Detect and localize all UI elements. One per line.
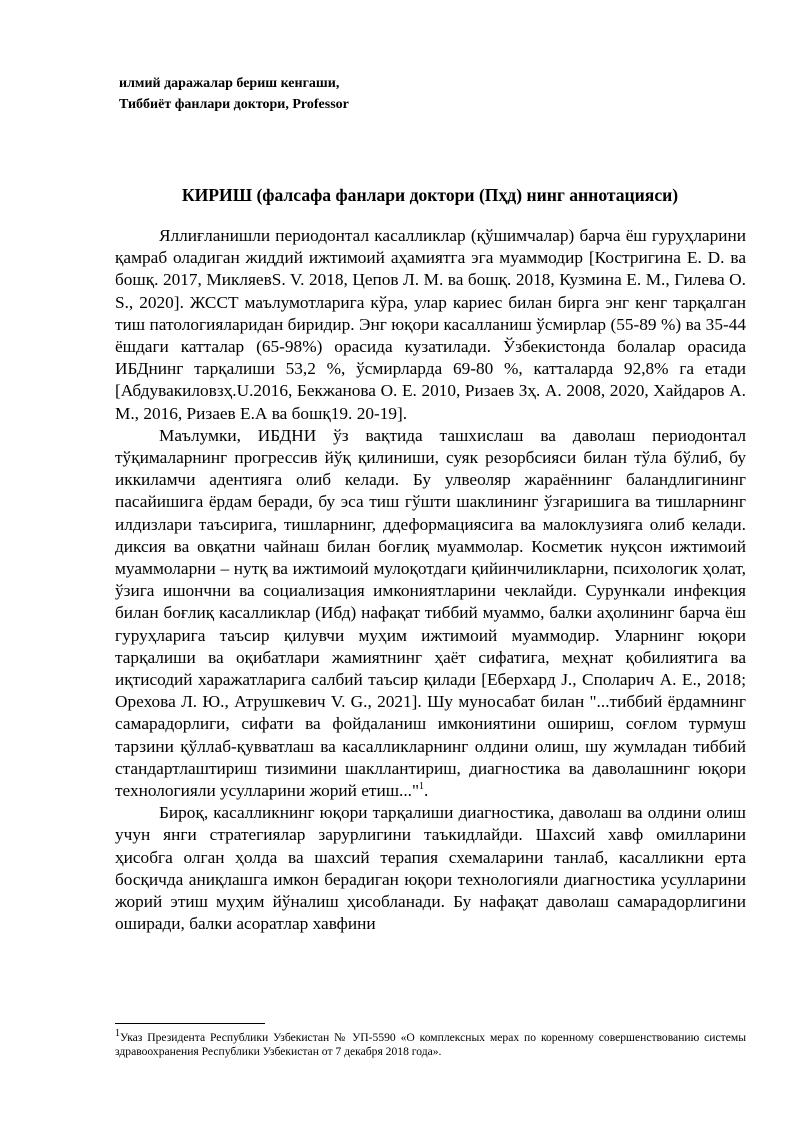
author-header bbox=[119, 73, 349, 115]
paragraph-2-text: Маълумки, ИБДНИ ўз вақтида ташхислаш ва даволаш периодонтал тўқималарнинг прогрессив йўқ қилиниши, суяк резорбсияси билан тўла бўлиб, бу иккиламчи адентияга олиб келади. Бу улвеоляр жараённинг баландлигининг пасайишига ёрдам беради, бу эса тиш гўшти шаклининг ўзгаришига ва тишларнинг илдизлари таъсирига, тишларнинг, ддеформациясига ва малоклузияга олиб келади. диксия ва овқатни чайнаш билан боғлиқ муаммолар. Косметик нуқсон ижтимоий муаммоларни – нутқ ва ижтимоий мулоқотдаги қийинчиликларни, психологик ҳолат, ўзига ишончни ва социализация имкониятларини чеклайди. Сурункали инфекция билан боғлиқ касалликлар (Ибд) нафақат тиббий муаммо, балки аҳолининг барча ёш гуруҳларига таъсир қилувчи муҳим ижтимоий муаммодир. Уларнинг юқори тарқалиши ва оқибатлари жамиятнинг ҳаёт сифатига, меҳнат қобилиятига ва иқтисодий харажатларига салбий таъсир қилади [Еберхард J., Споларич А. Е., 2018; Орехова Л. Ю., Атрушкевич V. G., 2021]. Шу муносабат билан "...тиббий ёрдамнинг самарадорлиги, сифати ва фойдаланиш имкониятини ошириш, соғлом турмуш тарзини қўллаб-қувватлаш ва касалликларнинг олдини олиш, шу жумладан тиббий стандартлаштириш тизимини шакллантириш, диагностика ва даволашнинг юқори технологияли усулларини жорий етиш..." bbox=[115, 425, 746, 801]
paragraph-3: Бироқ, касалликнинг юқори тарқалиши диагностика, даволаш ва олдини олиш учун янги стратегиялар зарурлигини таъкидлайди. Шахсий хавф омилларини ҳисобга олган ҳолда ва шахсий терапия схемаларини танлаб, касалликни ерта босқичда аниқлашга имкон берадиган юқори технологияли диагностика усулларини жорий этиш муҳим йўналиш ҳисобланади. Бу нафақат даволаш самарадорлигини оширади, балки асоратлар хавфини bbox=[115, 803, 746, 934]
footnote bbox=[115, 1028, 746, 1059]
paragraph-1: Яллиғланишли периодонтал касалликлар (қўшимчалар) барча ёш гуруҳларини қамраб оладиган жиддий ижтимоий аҳамиятга эга муаммодир [Костригина Е. D. ва бошқ. 2017, МикляевS. V. 2018, Цепов Л. М. ва бошқ. 2018, Кузмина Е. М., Гилева О. S., 2020]. ЖССТ маълумотларига кўра, улар кариес билан бирга энг кенг тарқалган тиш патологияларидан биридир. Энг юқори касалланиш ўсмирлар (55-89 %) ва 35-44 ёшдаги катталар (65-98%) орасида кузатилади. Ўзбекистонда болалар орасида ИБДнинг тарқалиши 53,2 %, ўсмирларда 69-80 %, катталарда 92,8% га етади [Абдувакиловзҳ.U.2016, Бекжанова О. Е. 2010, Ризаев Зҳ. А. 2008, 2020, Хайдаров А. М., 2016, Ризаев Е.А ва бошқ19. 20-19]. bbox=[115, 226, 746, 423]
paragraph-2-end: . bbox=[424, 781, 429, 801]
section-title: КИРИШ (фалсафа фанлари доктори (Пҳд) нинг аннотацияси) bbox=[181, 185, 679, 205]
header-line-degree: Тиббиёт фанлари доктори, Professor bbox=[119, 97, 349, 112]
body-text bbox=[115, 225, 746, 936]
footnote-text: Указ Президента Республики Узбекистан № УП-5590 «О комплексных мерах по коренному совершенствованию системы здравоохранения Республики Узбекистан от 7 декабря 2018 года». bbox=[115, 1031, 746, 1058]
header-line-council: илмий даражалар бериш кенгаши, bbox=[119, 76, 340, 91]
footnote-reference[interactable]: 1 bbox=[419, 781, 425, 793]
footnote-marker: 1 bbox=[115, 1028, 120, 1040]
paragraph-2 bbox=[115, 425, 746, 802]
footnote-divider bbox=[115, 1023, 265, 1024]
